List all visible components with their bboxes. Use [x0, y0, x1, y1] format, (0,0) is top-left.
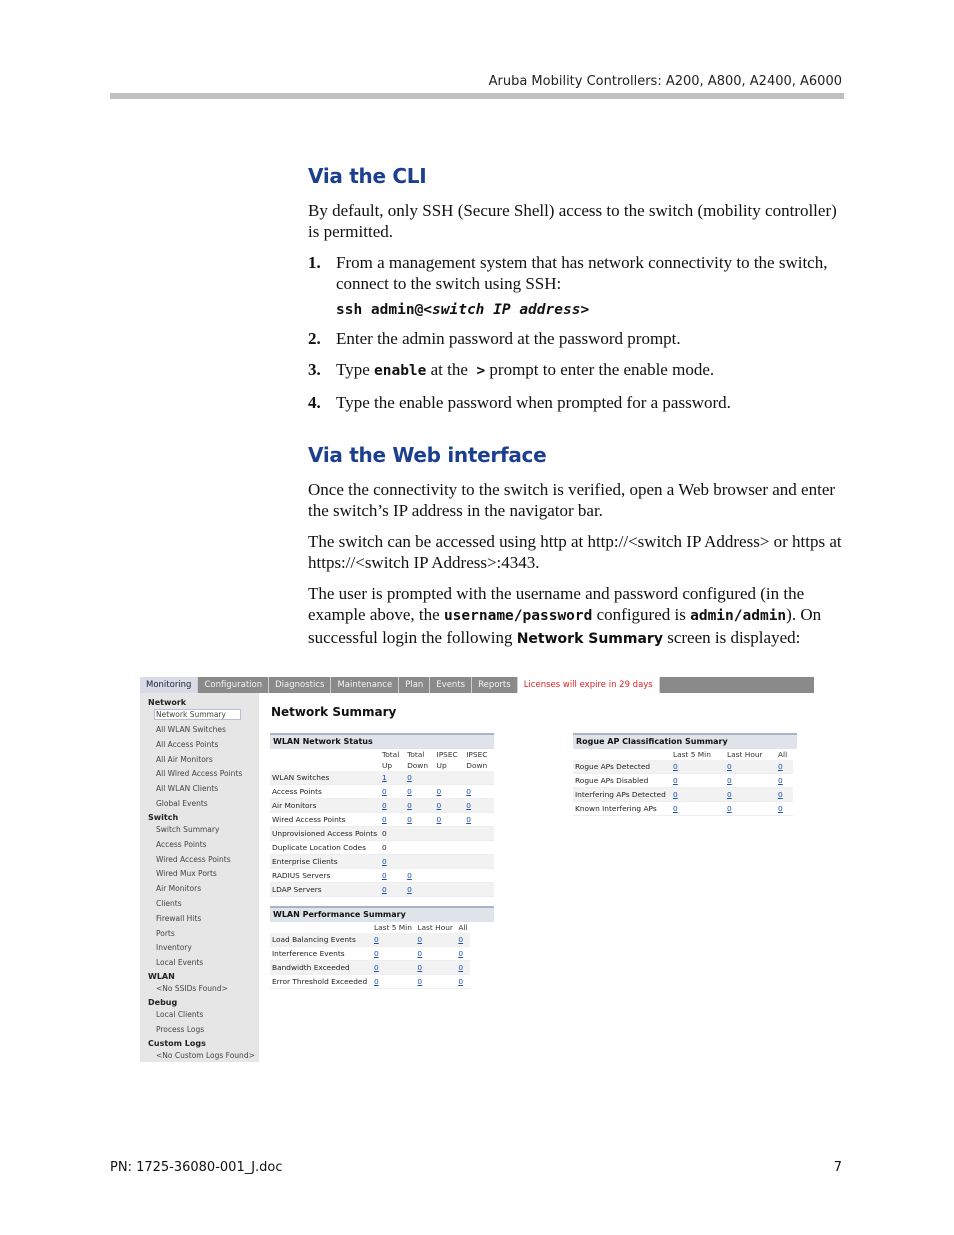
cli-steps	[308, 252, 844, 413]
text: ). On successful login the following	[308, 605, 822, 647]
column-header: Up	[436, 761, 447, 770]
sidebar-item-network-summary[interactable]: Network Summary	[154, 709, 241, 720]
row-label: Interference Events	[270, 947, 372, 961]
sidebar-item-inventory[interactable]: Inventory	[156, 943, 192, 952]
code-username: username	[443, 608, 514, 624]
cell-link[interactable]: 0	[382, 787, 387, 796]
cell-link[interactable]: 0	[436, 787, 442, 796]
table-row	[270, 813, 494, 827]
main-tab-bar	[140, 677, 814, 693]
column-header: Last Hour	[727, 750, 763, 759]
cell-link[interactable]: 0	[778, 762, 783, 771]
cell-link[interactable]: 0	[407, 815, 412, 824]
ssh-command-prefix: ssh admin@<	[336, 302, 433, 318]
web-heading: Via the Web interface	[308, 443, 547, 467]
table-row	[270, 771, 494, 785]
sidebar-item-all-wlan-clients[interactable]: All WLAN Clients	[156, 784, 219, 793]
step-number: 2.	[308, 329, 321, 348]
table-row	[270, 975, 470, 989]
column-header: Down	[466, 761, 488, 770]
tab-diagnostics[interactable]: Diagnostics	[269, 677, 331, 693]
tab-reports[interactable]: Reports	[472, 677, 518, 693]
table-row	[573, 788, 793, 802]
rogue-ap-table	[573, 749, 793, 816]
row-label: Bandwidth Exceeded	[270, 961, 372, 975]
cell-link[interactable]: 0	[382, 815, 387, 824]
cell-link[interactable]: 0	[673, 762, 678, 771]
cell-link[interactable]: 0	[458, 935, 464, 944]
tab-monitoring[interactable]: Monitoring	[140, 677, 198, 693]
code-slash: /	[733, 608, 743, 624]
web-section	[308, 443, 844, 467]
text: The user is prompted with the username and password configured (in the example above, the	[308, 584, 805, 624]
wlan-performance-panel	[270, 906, 494, 989]
sidebar-group-wlan: WLAN	[148, 972, 175, 981]
table-row	[270, 933, 470, 947]
text: configured is	[592, 605, 691, 624]
step-1	[308, 252, 844, 294]
sidebar-item-local-clients[interactable]: Local Clients	[156, 1010, 204, 1019]
step-number: 1.	[308, 253, 321, 272]
row-label: Rogue APs Detected	[573, 760, 671, 774]
cell-link[interactable]: 0	[466, 787, 471, 796]
sidebar-item-all-air-monitors[interactable]: All Air Monitors	[156, 755, 213, 764]
sidebar-item-ports[interactable]: Ports	[156, 929, 175, 938]
column-header: IPSEC	[466, 750, 488, 759]
cell-link[interactable]: 0	[778, 790, 783, 799]
row-label: Rogue APs Disabled	[573, 774, 671, 788]
network-summary-screenshot	[140, 677, 814, 1062]
code-enable: enable	[374, 363, 427, 379]
sidebar-group-network: Network	[148, 698, 187, 707]
cell-link[interactable]: 0	[374, 963, 379, 972]
cell-link[interactable]: 1	[382, 773, 387, 782]
cell-link[interactable]: 0	[417, 949, 423, 958]
column-header: Last 5 Min	[374, 923, 412, 932]
sidebar-item-no-custom-logs: <No Custom Logs Found>	[156, 1051, 255, 1060]
column-header: Up	[382, 761, 393, 770]
cell-link[interactable]: 0	[727, 762, 732, 771]
table-row	[573, 774, 793, 788]
wlan-performance-table	[270, 922, 470, 989]
cell-link[interactable]: 0	[778, 804, 783, 813]
sidebar-group-custom-logs: Custom Logs	[148, 1039, 206, 1048]
web-para-3	[308, 583, 844, 650]
wlan-network-status-panel	[270, 733, 494, 897]
rogue-ap-panel	[573, 733, 797, 816]
cell-link[interactable]: 0	[382, 801, 387, 810]
column-header: Down	[407, 761, 429, 770]
sidebar-item-local-events[interactable]: Local Events	[156, 958, 204, 967]
row-label: Air Monitors	[270, 799, 380, 813]
sidebar-group-switch: Switch	[148, 813, 179, 822]
row-label: Access Points	[270, 785, 380, 799]
cell-link[interactable]: 0	[436, 801, 442, 810]
cell-link[interactable]: 0	[673, 790, 678, 799]
row-label: Enterprise Clients	[270, 855, 380, 869]
cell-link[interactable]: 0	[374, 977, 379, 986]
column-header: IPSEC	[436, 750, 458, 759]
sidebar-item-firewall-hits[interactable]: Firewall Hits	[156, 914, 202, 923]
table-row	[270, 855, 494, 869]
tab-events[interactable]: Events	[430, 677, 472, 693]
tab-maintenance[interactable]: Maintenance	[331, 677, 399, 693]
row-label: Wired Access Points	[270, 813, 380, 827]
ssh-command	[336, 302, 844, 318]
tab-configuration[interactable]: Configuration	[198, 677, 269, 693]
cell-link[interactable]: 0	[374, 949, 379, 958]
cell-link[interactable]: 0	[407, 885, 412, 894]
sidebar-item-clients[interactable]: Clients	[156, 899, 182, 908]
tab-plan[interactable]: Plan	[399, 677, 430, 693]
cell-value: 0	[380, 841, 405, 855]
table-row	[573, 760, 793, 774]
sidebar-item-wired-mux-ports[interactable]: Wired Mux Ports	[156, 869, 217, 878]
sidebar-item-all-wlan-switches[interactable]: All WLAN Switches	[156, 725, 226, 734]
sidebar-item-all-wired-aps[interactable]: All Wired Access Points	[156, 769, 243, 778]
table-row	[270, 799, 494, 813]
sidebar-item-wired-access-points[interactable]: Wired Access Points	[156, 855, 231, 864]
ssh-command-arg: switch IP address	[432, 302, 581, 318]
cell-link[interactable]: 0	[417, 935, 423, 944]
column-header: Total	[382, 750, 400, 759]
step-text: prompt to enter the enable mode.	[485, 360, 715, 379]
cli-section	[308, 164, 844, 188]
row-label: Known Interfering APs	[573, 802, 671, 816]
wlan-status-table	[270, 749, 494, 897]
cell-link[interactable]: 0	[382, 885, 387, 894]
step-text: From a management system that has network connectivity to the switch, connect to the switch using SSH:	[336, 253, 828, 293]
sidebar-item-global-events[interactable]: Global Events	[156, 799, 208, 808]
cell-link[interactable]: 0	[466, 815, 471, 824]
column-header: All	[458, 923, 468, 932]
cell-value: 0	[380, 827, 405, 841]
cell-link[interactable]: 0	[727, 804, 732, 813]
column-header: Last 5 Min	[673, 750, 711, 759]
network-summary-term: Network Summary	[516, 631, 663, 647]
table-row	[270, 883, 494, 897]
cell-link[interactable]: 0	[673, 804, 678, 813]
table-row	[270, 841, 494, 855]
panel-title: Rogue AP Classification Summary	[573, 733, 797, 749]
panel-title: WLAN Performance Summary	[270, 906, 494, 922]
cli-intro: By default, only SSH (Secure Shell) access to the switch (mobility controller) is permitted.	[308, 201, 837, 241]
step-text: Type	[336, 360, 374, 379]
cell-link[interactable]: 0	[778, 776, 783, 785]
code-prompt: >	[476, 363, 486, 379]
column-header: All	[778, 750, 788, 759]
cell-link[interactable]: 0	[407, 871, 412, 880]
text: screen is displayed:	[662, 628, 801, 647]
row-label: Unprovisioned Access Points	[270, 827, 380, 841]
panel-title: WLAN Network Status	[270, 733, 494, 749]
sidebar-item-switch-summary[interactable]: Switch Summary	[156, 825, 220, 834]
cell-link[interactable]: 0	[458, 963, 464, 972]
step-text: at the	[426, 360, 473, 379]
step-2	[308, 328, 844, 349]
web-para-2: The switch can be accessed using http at http://<switch IP Address> or https at https://<switch IP Address>:4343.	[308, 532, 842, 572]
row-label: Duplicate Location Codes	[270, 841, 380, 855]
row-label: LDAP Servers	[270, 883, 380, 897]
sidebar-item-no-ssids: <No SSIDs Found>	[156, 984, 228, 993]
step-number: 3.	[308, 360, 321, 379]
table-row	[270, 961, 470, 975]
cell-link[interactable]: 0	[374, 935, 379, 944]
cell-link[interactable]: 0	[727, 790, 732, 799]
table-row	[270, 869, 494, 883]
cell-link[interactable]: 0	[407, 801, 412, 810]
table-row	[270, 827, 494, 841]
table-row	[270, 785, 494, 799]
cell-link[interactable]: 0	[407, 773, 412, 782]
column-header: Total	[407, 750, 425, 759]
step-number: 4.	[308, 393, 321, 412]
cell-link[interactable]: 0	[727, 776, 732, 785]
code-admin: admin	[690, 608, 734, 624]
page-title: Network Summary	[271, 705, 397, 719]
sidebar-group-debug: Debug	[148, 998, 178, 1007]
cell-link[interactable]: 0	[458, 949, 464, 958]
cell-link[interactable]: 0	[673, 776, 678, 785]
license-warning[interactable]: Licenses will expire in 29 days	[518, 677, 660, 693]
header-rule	[110, 93, 844, 99]
table-row	[270, 947, 470, 961]
cell-link[interactable]: 0	[417, 963, 423, 972]
running-header: Aruba Mobility Controllers: A200, A800, A2400, A6000	[488, 74, 842, 89]
cli-heading: Via the CLI	[308, 164, 427, 188]
cell-link[interactable]: 0	[466, 801, 471, 810]
cell-link[interactable]: 0	[458, 977, 464, 986]
step-3	[308, 359, 844, 382]
page-number: 7	[833, 1160, 842, 1175]
row-label: Load Balancing Events	[270, 933, 372, 947]
code-password: password	[522, 608, 593, 624]
step-4	[308, 392, 844, 413]
cell-link[interactable]: 0	[417, 977, 423, 986]
table-row	[573, 802, 793, 816]
row-label: RADIUS Servers	[270, 869, 380, 883]
step-text: Enter the admin password at the password prompt.	[336, 329, 681, 348]
column-header: Last Hour	[417, 923, 453, 932]
row-label: WLAN Switches	[270, 771, 380, 785]
code-admin: admin	[742, 608, 787, 624]
cell-link[interactable]: 0	[436, 815, 442, 824]
sidebar-item-air-monitors[interactable]: Air Monitors	[156, 884, 202, 893]
cell-link[interactable]: 0	[382, 857, 387, 866]
code-slash: /	[513, 608, 523, 624]
row-label: Interfering APs Detected	[573, 788, 671, 802]
row-label: Error Threshold Exceeded	[270, 975, 372, 989]
cell-link[interactable]: 0	[382, 871, 387, 880]
sidebar-item-all-access-points[interactable]: All Access Points	[156, 740, 219, 749]
sidebar-item-access-points[interactable]: Access Points	[156, 840, 207, 849]
cell-link[interactable]: 0	[407, 787, 412, 796]
sidebar-item-process-logs[interactable]: Process Logs	[156, 1025, 205, 1034]
ssh-command-suffix: >	[580, 302, 590, 318]
web-para-1: Once the connectivity to the switch is verified, open a Web browser and enter the switch’s IP address in the navigator bar.	[308, 480, 836, 520]
footer-part-number: PN: 1725-36080-001_J.doc	[110, 1160, 283, 1175]
cli-body	[308, 200, 844, 242]
sidebar	[140, 693, 259, 1062]
step-text: Type the enable password when prompted for a password.	[336, 393, 731, 412]
web-body	[308, 479, 844, 650]
